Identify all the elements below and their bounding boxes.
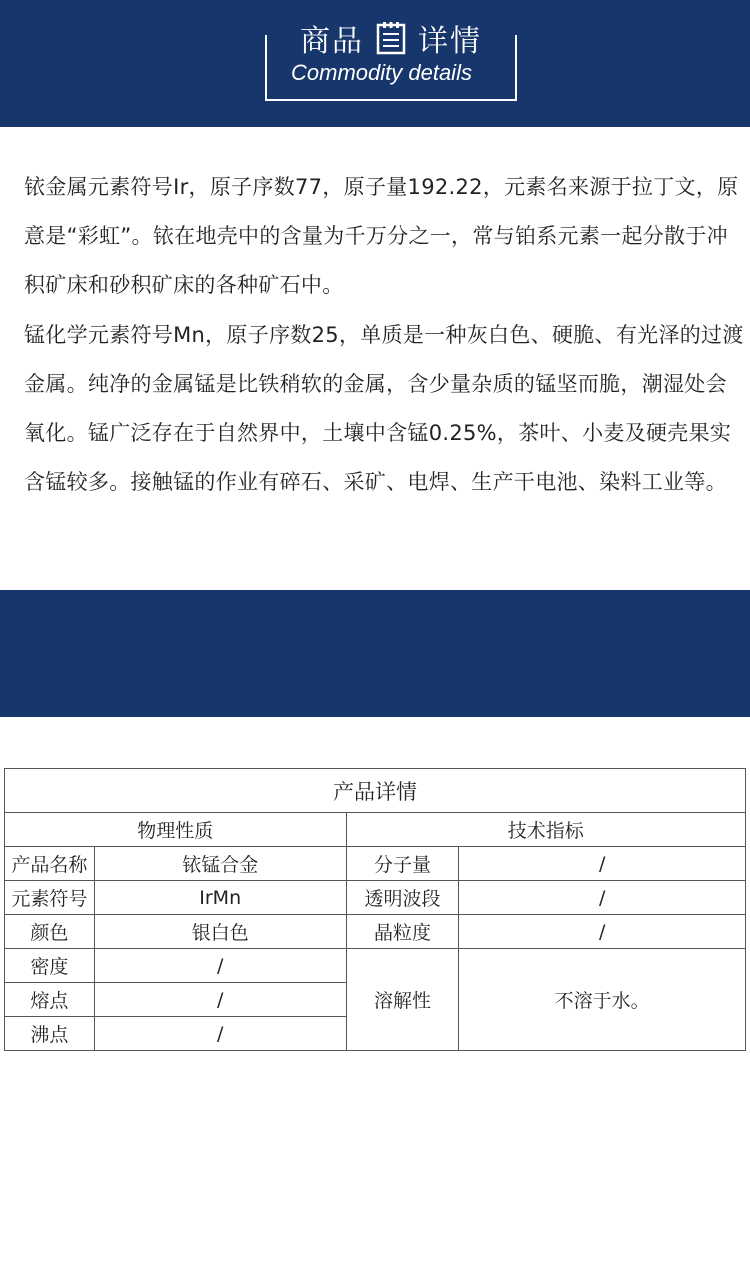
table-row [5,847,746,881]
section-title-left: 产品 [300,1204,364,1239]
table-row [5,915,746,949]
section-title-left: 商品 [300,24,364,59]
cell-value-solubility: 不溶于水。 [459,949,746,1051]
cell-value: 银白色 [94,915,346,949]
section-subtitle: Commodity details [291,60,472,85]
table-row [5,881,746,915]
cell-value: / [459,915,746,949]
cell-key: 产品名称 [5,847,95,881]
cell-value: IrMn [94,881,346,915]
cell-key: 分子量 [346,847,459,881]
cell-value: / [94,983,346,1017]
cell-key: 元素符号 [5,881,95,915]
table-caption: 产品详情 [5,769,746,813]
section-title [300,16,482,60]
product-spec-table [4,768,746,1051]
cell-key: 颜色 [5,915,95,949]
group-physical-properties: 物理性质 [5,813,347,847]
cell-value: / [94,1017,346,1051]
table-row [5,949,746,983]
section-subtitle: Chemical composition [274,1240,490,1265]
manganese-paragraph: 锰化学元素符号Mn，原子序数25，单质是一种灰白色、硬脆、有光泽的过渡金属。纯净的金属锰是比铁稍软的金属，含少量杂质的锰坚而脆，潮湿处会氧化。锰广泛存在于自然界中，土壤中含锰0.25%，茶叶、小麦及硬壳果实含锰较多。接触锰的作业有碎石、采矿、电焊、生产干电池、染料工业等。 [24,323,744,494]
clipboard-icon [376,21,406,55]
section-title-right: 详情 [426,1204,490,1239]
section-title-right: 详情 [418,24,482,59]
cell-key: 透明波段 [346,881,459,915]
cell-key: 熔点 [5,983,95,1017]
group-technical-specs: 技术指标 [346,813,745,847]
iridium-paragraph: 铱金属元素符号Ir，原子序数77，原子量192.22，元素名来源于拉丁文，原意是“彩虹”。铱在地壳中的含量为千万分之一，常与铂系元素一起分散于冲积矿床和砂积矿床的各种矿石中。 [24,175,739,297]
header-banner-commodity [0,0,750,127]
cell-value: / [459,847,746,881]
cell-key-solubility: 溶解性 [346,949,459,1051]
cell-value: 铱锰合金 [94,847,346,881]
cell-value: / [94,949,346,983]
molecule-icon [376,1200,414,1236]
cell-key: 沸点 [5,1017,95,1051]
section-title [300,1196,490,1240]
cell-key: 晶粒度 [346,915,459,949]
cell-value: / [459,881,746,915]
cell-key: 密度 [5,949,95,983]
